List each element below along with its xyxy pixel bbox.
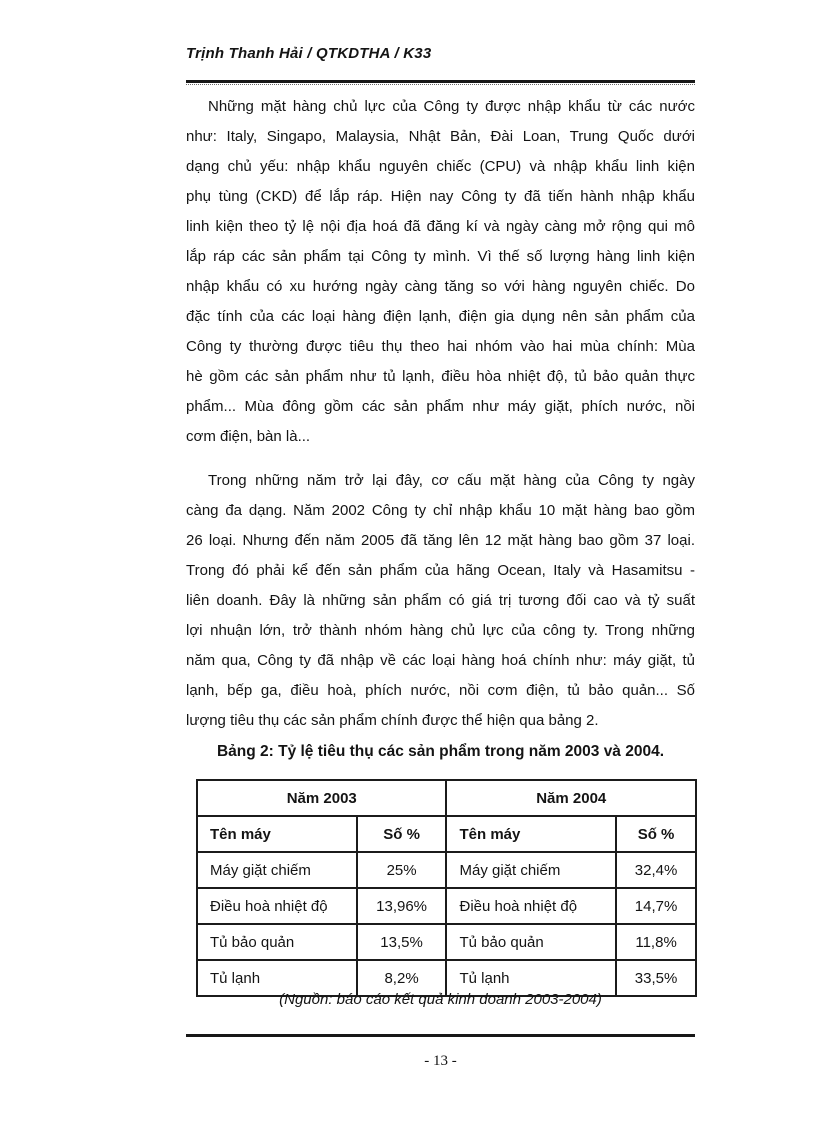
table-row bbox=[197, 888, 696, 924]
header-title: Trịnh Thanh Hải / QTKDTHA / K33 bbox=[186, 45, 432, 62]
body-text bbox=[186, 92, 695, 736]
product-cell: Tủ lạnh bbox=[197, 960, 357, 996]
percent-cell: 13,96% bbox=[357, 888, 447, 924]
text-line: Công ty thường được tiêu thụ theo hai nhóm vào hai mùa chính: Mùa bbox=[186, 338, 695, 355]
paragraph-product-structure bbox=[186, 466, 695, 736]
text-line: nhập khẩu có xu hướng ngày càng tăng so với hàng nguyên chiếc. Do bbox=[186, 278, 695, 295]
text-line: Trong những năm trở lại đây, cơ cấu mặt hàng của Công ty ngày bbox=[208, 472, 695, 489]
percent-cell: 13,5% bbox=[357, 924, 447, 960]
product-cell: Điều hoà nhiệt độ bbox=[446, 888, 616, 924]
text-line: cơm điện, bàn là... bbox=[186, 428, 311, 445]
year-header-row bbox=[197, 780, 696, 816]
header-rule-dotted-line bbox=[186, 84, 695, 85]
text-line: 26 loại. Nhưng đến năm 2005 đã tăng lên 12 mặt hàng bao gồm 37 loại. bbox=[186, 532, 695, 549]
column-header-so-pct-2004: Số % bbox=[616, 816, 696, 852]
percent-cell: 25% bbox=[357, 852, 447, 888]
text-line: Trong đó phải kể đến sản phẩm của hãng Ocean, Italy và Hasamitsu - bbox=[186, 562, 695, 579]
year-2003-header: Năm 2003 bbox=[197, 780, 446, 816]
text-line: phẩm... Mùa đông gồm các sản phẩm như máy giặt, phích nước, nồi bbox=[186, 398, 695, 415]
column-header-ten-may-2003: Tên máy bbox=[197, 816, 357, 852]
text-line: linh kiện theo tỷ lệ nội địa hoá đã đăng kí và ngày càng mở rộng qui mô bbox=[186, 218, 695, 235]
table-source-note: (Nguồn: báo cáo kết quả kinh doanh 2003-2004) bbox=[279, 991, 602, 1008]
table-caption: Bảng 2: Tỷ lệ tiêu thụ các sản phẩm trong năm 2003 và 2004. bbox=[216, 743, 665, 760]
text-line: phụ tùng (CKD) để lắp ráp. Hiện nay Công ty đã tiến hành nhập khẩu bbox=[186, 188, 695, 205]
year-2004-header: Năm 2004 bbox=[446, 780, 696, 816]
product-cell: Máy giặt chiếm bbox=[446, 852, 616, 888]
product-cell: Điều hoà nhiệt độ bbox=[197, 888, 357, 924]
text-line: lượng tiêu thụ các sản phẩm chính được thể hiện qua bảng 2. bbox=[186, 712, 599, 729]
text-line: như: Italy, Singapo, Malaysia, Nhật Bản, Đài Loan, Trung Quốc dưới bbox=[186, 128, 695, 145]
column-header-so-pct-2003: Số % bbox=[357, 816, 447, 852]
column-header-ten-may-2004: Tên máy bbox=[446, 816, 616, 852]
header-rule bbox=[186, 80, 695, 85]
page-number: - 13 - bbox=[424, 1053, 457, 1069]
percent-cell: 32,4% bbox=[616, 852, 696, 888]
text-line: lợi nhuận lớn, trở thành nhóm hàng chủ lực của công ty. Trong những bbox=[186, 622, 695, 639]
product-cell: Tủ bảo quản bbox=[197, 924, 357, 960]
text-line: càng đa dạng. Năm 2002 Công ty chỉ nhập khẩu 10 mặt hàng bao gồm bbox=[186, 502, 695, 519]
percent-cell: 11,8% bbox=[616, 924, 696, 960]
text-line: dạng chủ yếu: nhập khẩu nguyên chiếc (CPU) và nhập khẩu linh kiện bbox=[186, 158, 695, 175]
text-line: liên doanh. Đây là những sản phẩm có giá trị tương đối cao và tỷ suất bbox=[186, 592, 695, 609]
percent-cell: 14,7% bbox=[616, 888, 696, 924]
text-line: lắp ráp các sản phẩm tại Công ty mình. Vì thế số lượng hàng linh kiện bbox=[186, 248, 695, 265]
header-rule-thick-line bbox=[186, 80, 695, 83]
product-cell: Tủ lạnh bbox=[446, 960, 616, 996]
paragraph-imports bbox=[186, 92, 695, 452]
text-line: năm qua, Công ty đã nhập về các loại hàng hoá chính như: máy giặt, tủ bbox=[186, 652, 695, 669]
footer-rule bbox=[186, 1034, 695, 1037]
page-header bbox=[186, 45, 695, 62]
column-header-row bbox=[197, 816, 696, 852]
table-row bbox=[197, 924, 696, 960]
text-line: lạnh, bếp ga, điều hoà, phích nước, nồi cơm điện, tủ bảo quản... Số bbox=[186, 682, 695, 699]
text-line: Những mặt hàng chủ lực của Công ty được nhập khẩu từ các nước bbox=[208, 98, 695, 115]
product-cell: Tủ bảo quản bbox=[446, 924, 616, 960]
table-row bbox=[197, 852, 696, 888]
consumption-table bbox=[196, 779, 697, 997]
percent-cell: 33,5% bbox=[616, 960, 696, 996]
percent-cell: 8,2% bbox=[357, 960, 447, 996]
text-line: đặc tính của các loại hàng điện lạnh, điện gia dụng nên sản phẩm của bbox=[186, 308, 695, 325]
product-cell: Máy giặt chiếm bbox=[197, 852, 357, 888]
text-line: hè gồm các sản phẩm như tủ lạnh, điều hòa nhiệt độ, tủ bảo quản thực bbox=[186, 368, 695, 385]
